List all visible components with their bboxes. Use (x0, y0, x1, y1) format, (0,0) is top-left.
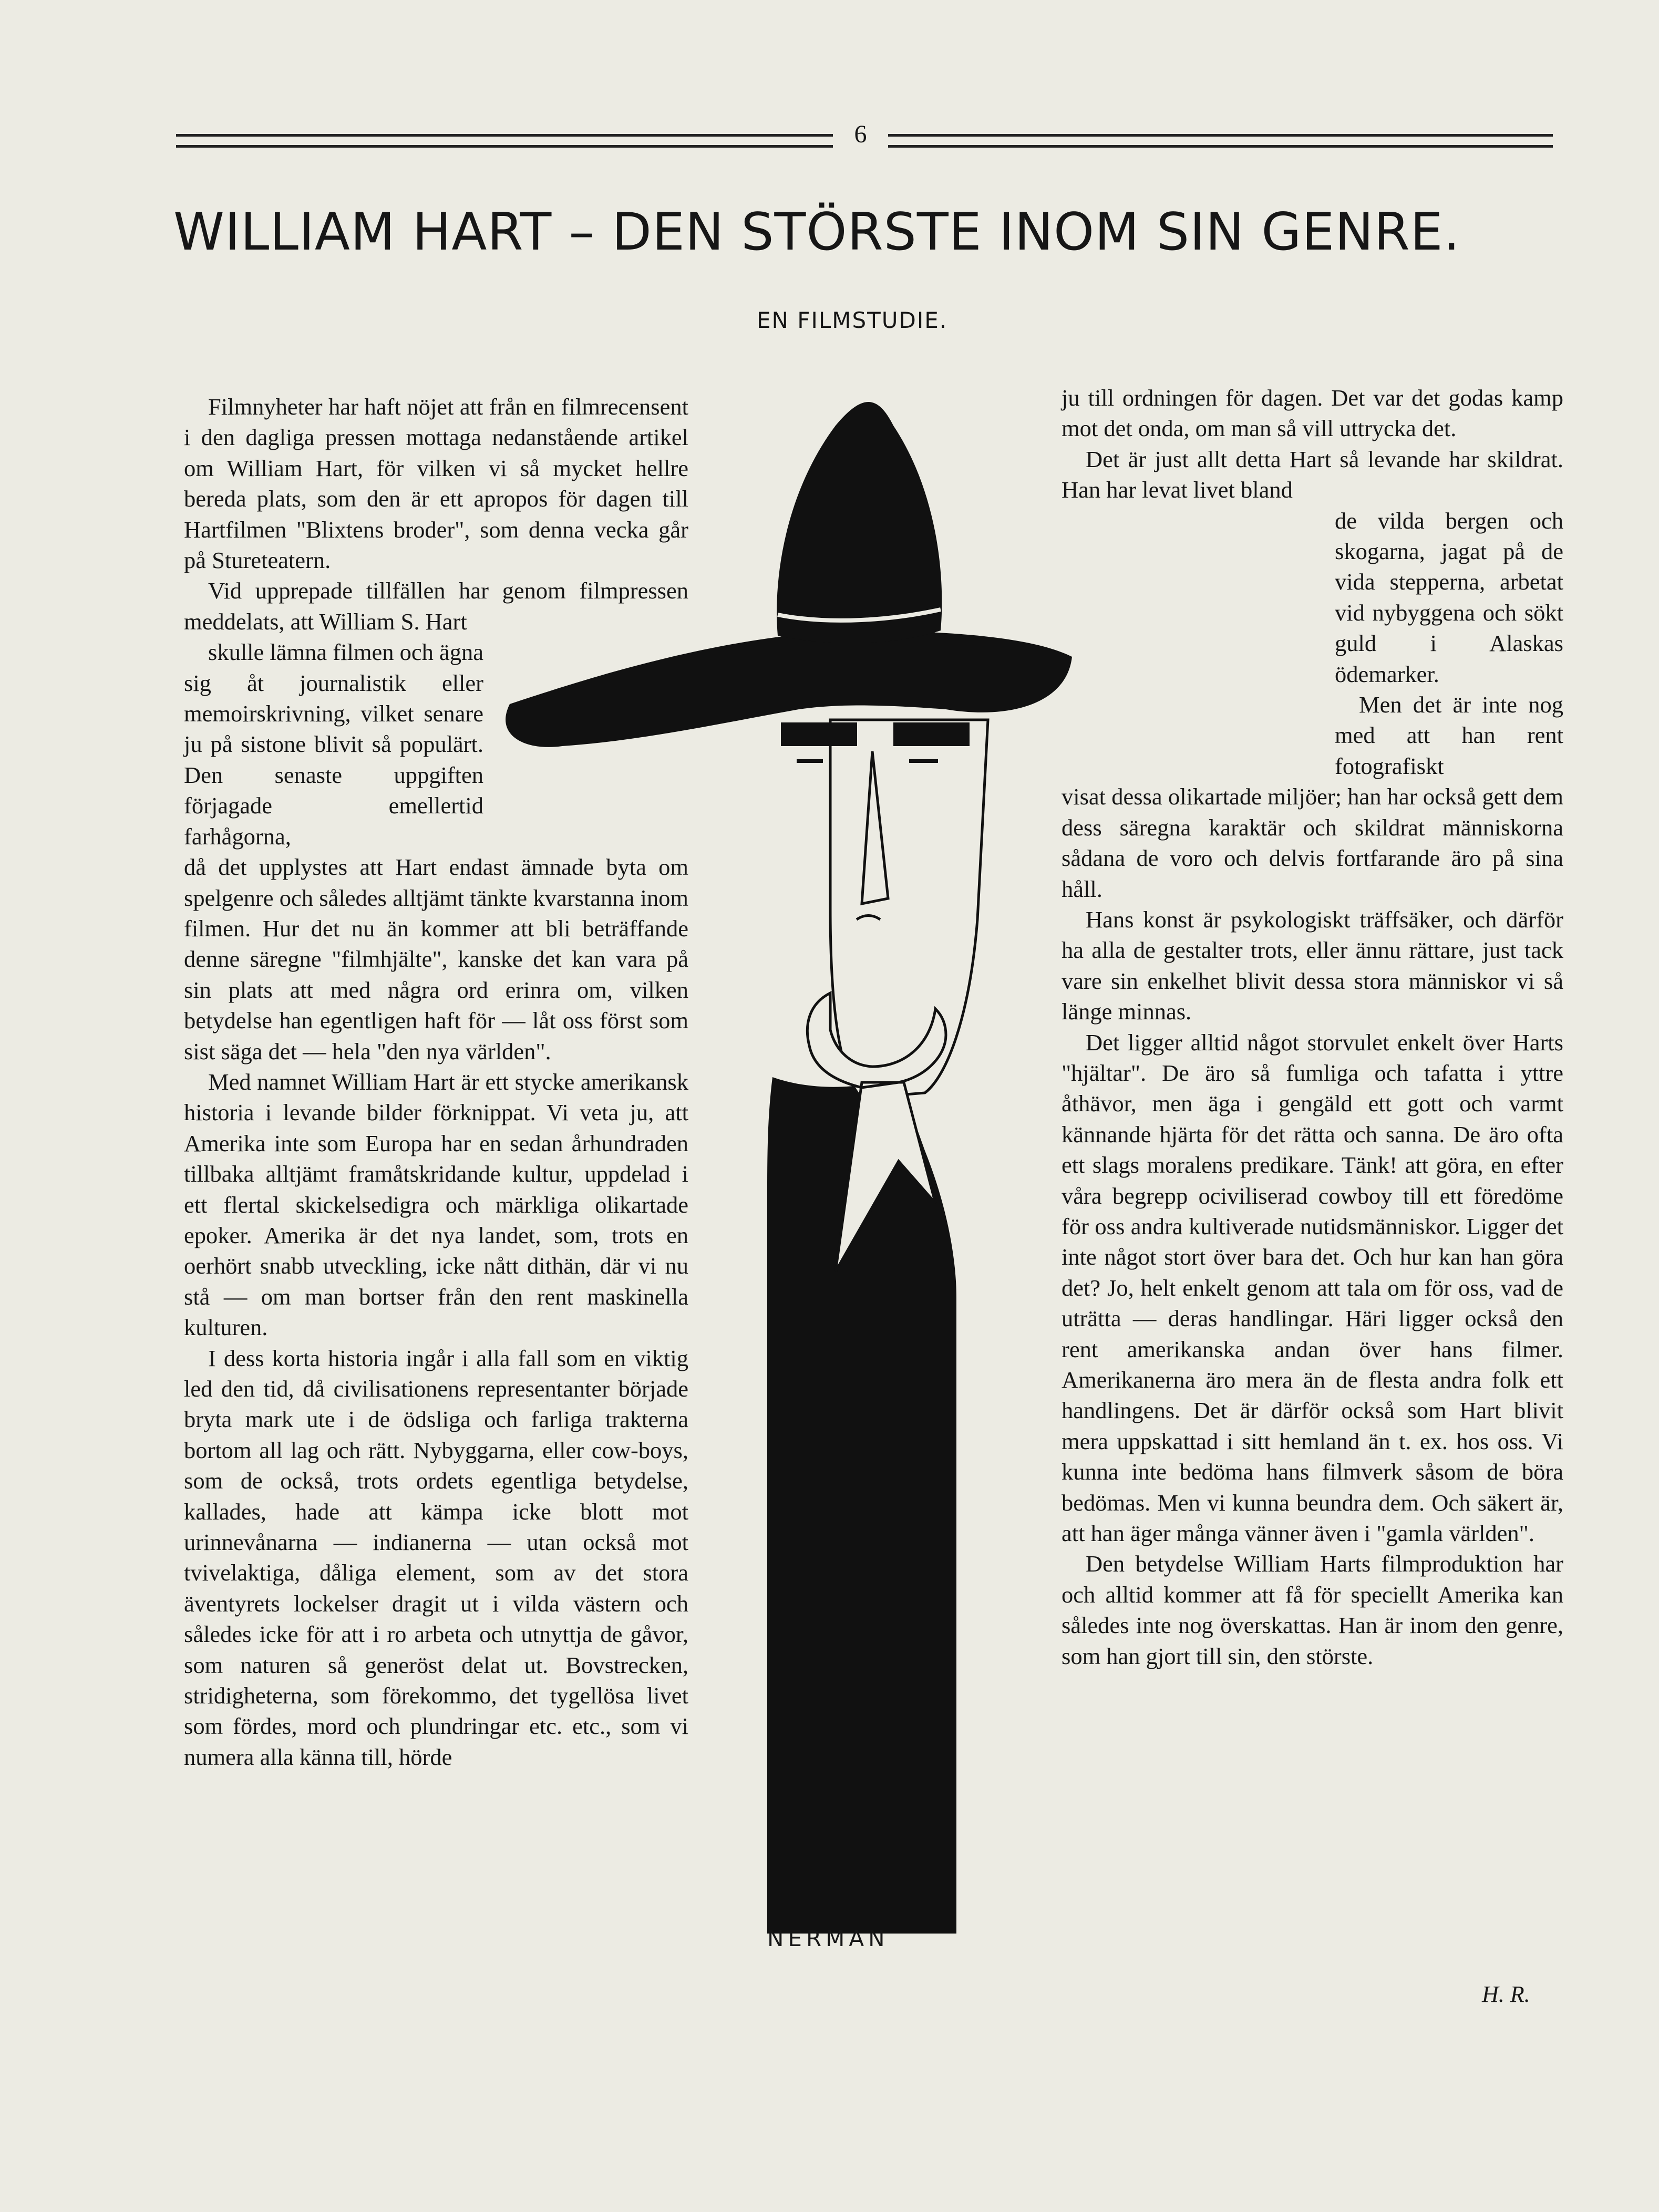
right-paragraph-6: Den betydelse William Harts filmproduktion har och alltid kommer att få för speciellt Amerika kan således inte nog överskattas. Han är inom den genre, som han gjort till sin, den störste. (1062, 1551, 1563, 1669)
right-column (1062, 383, 1563, 1671)
left-eye-shape (781, 722, 857, 746)
face-shape (830, 720, 988, 1098)
right-paragraph-5: Det ligger alltid något storvulet enkelt över Harts "hjältar". De äro så fumliga och tafatta i yttre åthävor, men äga i gengäld ett gott och varmt kännande hjärta för det rätta och sanna. De äro ofta ett slags moralens predikare. Tänk! att göra, en efter våra begrepp ociviliserad cowboy till ett föredöme för oss andra kultiverade nutidsmänniskor. Ligger det inte något stort över bara det. Och hur kan han göra det? Jo, helt enkelt genom att tala om för oss, vad de uträtta — deras handlingar. Häri ligger också den rent amerikanska andan över hans filmer. Amerikanerna äro mera än de flesta andra folk ett handlingens. Det är därför också som Hart blivit mera uppskattad i sitt hemland än t. ex. hos oss. Vi kunna inte bedöma hans filmverk såsom de böra bedömas. Men vi kunna beundra dem. Och säkert är, att han äger många vänner även i "gamla världen". (1062, 1029, 1563, 1547)
right-paragraph-2: Det är just allt detta Hart så levande har skildrat. Han har levat livet bland (1062, 446, 1563, 503)
right-paragraph-4: Hans konst är psykologiskt träffsäker, och därför ha alla de gestalter trots, eller ännu rättare, just tack vare sin enkelhet blivit dessa stora människor vi så länge minnas. (1062, 906, 1563, 1025)
page-number: 6 (854, 120, 867, 148)
cowboy-portrait-illustration (494, 384, 1072, 1949)
left-paragraph-2: Vid upprepade tillfällen har genom filmpressen meddelats, att William S. Hart (184, 577, 688, 635)
right-paragraph-3-cont: visat dessa olikartade miljöer; han har också gett dem dess säregna karaktär och skildrat människorna sådana de voro och delvis fortfarande äro på sina håll. (1062, 783, 1563, 902)
hat-crown-shape (777, 402, 942, 643)
right-paragraph-3: Men det är inte nog med att han rent fotografiskt (1335, 691, 1563, 779)
artist-signature: NERMAN (767, 1926, 889, 1951)
subheadline: EN FILMSTUDIE. (757, 307, 948, 333)
left-paragraph-5: I dess korta historia ingår i alla fall som en viktig led den tid, då civilisationens representanter började bryta mark ute i de ödsliga och farliga trakterna bortom all lag och rätt. Nybyggarna, eller cow-boys, som de också, trots ordets egentliga betydelse, kallades, hade att kämpa icke blott mot urinnevånarna — indianerna — utan också mot tvivelaktiga, dåliga element, som av det stora äventyrets lockelser dragit ut i vilda västern och således icke för att i ro arbeta och utnyttja de gåvor, som naturen så generöst delat ut. Bovstrecken, stridigheterna, som förekommo, det tygellösa livet som fördes, mord och plundringar etc. etc., som vi numera alla känna till, hörde (184, 1345, 688, 1770)
right-eye-shape (893, 722, 970, 746)
header-rule-right (888, 134, 1553, 148)
header-rule-left (176, 134, 833, 148)
left-paragraph-4: Med namnet William Hart är ett stycke amerikansk historia i levande bilder förknippat. Vi veta ju, att Amerika inte som Europa har en sedan århundraden tillbaka alltjämt framåtskridande kultur, uppdelad i ett flertal skickelsedigra och märkliga olikartade epoker. Amerika är det nya landet, som, trots en oerhört snabb utveckling, icke nått dithän, där vi nu stå — om man bortser från den rent maskinella kulturen. (184, 1068, 688, 1341)
headline: WILLIAM HART – DEN STÖRSTE INOM SIN GENRE. (173, 202, 1460, 262)
author-signature: H. R. (1482, 1981, 1530, 2007)
right-eye-mark (909, 759, 938, 763)
left-paragraph-1: Filmnyheter har haft nöjet att från en filmrecensent i den dagliga pressen mottaga nedanstående artikel om William Hart, för vilken vi så mycket hellre bereda plats, som den är ett apropos för dagen till Hartfilmen "Blixtens broder", som denna vecka går på Stureteatern. (184, 394, 688, 574)
right-paragraph-2-cont: de vilda bergen och skogarna, jagat på de vida stepperna, arbetat vid nybyggena och sökt guld i Alaskas ödemarker. (1335, 507, 1563, 687)
right-paragraph-1: ju till ordningen för dagen. Det var det godas kamp mot det onda, om man så vill uttrycka det. (1062, 385, 1563, 442)
left-paragraph-3: skulle lämna filmen och ägna sig åt journalistik eller memoirskrivning, vilket senare ju på sistone blivit så populärt. Den senaste uppgiften förjagade emellertid farhågorna, (184, 639, 483, 850)
left-paragraph-3-cont: då det upplystes att Hart endast ämnade byta om spelgenre och således alltjämt tänkte kvarstanna inom filmen. Hur det nu än kommer att bli beträffande denne säregne "filmhjälte", kanske det kan vara på sin plats att med några ord erinra om, vilken betydelse han egentligen haft för — låt oss först som sist säga det — hela "den nya världen". (184, 854, 688, 1064)
left-eye-mark (797, 759, 823, 763)
